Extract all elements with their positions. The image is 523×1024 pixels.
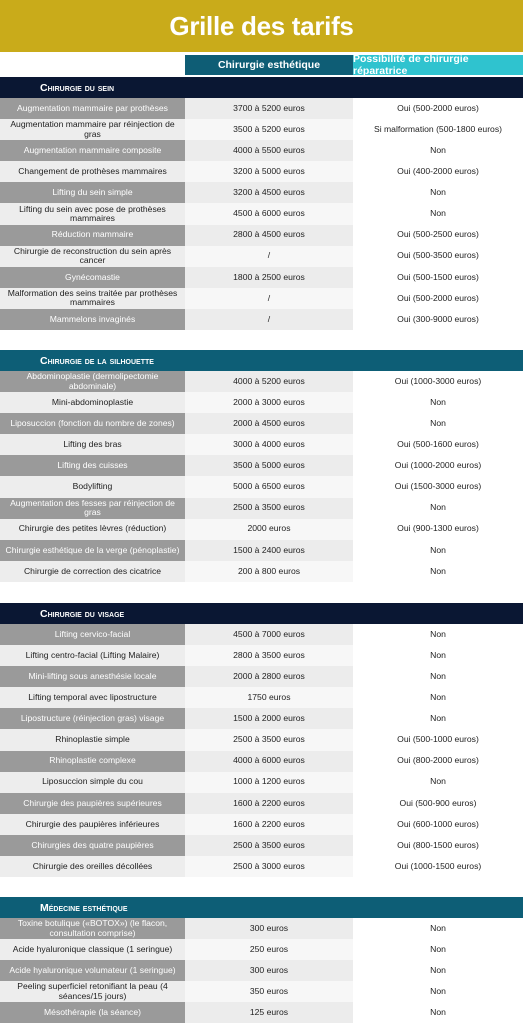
aesthetic-price: 200 à 800 euros <box>185 561 353 582</box>
procedure-name: Augmentation des fesses par réinjection de gras <box>0 498 185 519</box>
reconstructive-option: Non <box>353 624 523 645</box>
table-row <box>0 981 523 1002</box>
table-row <box>0 814 523 835</box>
section-title: Chirurgie du sein <box>0 77 523 98</box>
table-row <box>0 267 523 288</box>
aesthetic-price: 250 euros <box>185 939 353 960</box>
aesthetic-price: 3500 à 5000 euros <box>185 455 353 476</box>
reconstructive-option: Oui (500-1600 euros) <box>353 434 523 455</box>
reconstructive-option: Non <box>353 561 523 582</box>
aesthetic-price: 2800 à 3500 euros <box>185 645 353 666</box>
procedure-name: Rhinoplastie complexe <box>0 751 185 772</box>
section-3 <box>0 603 523 877</box>
procedure-name: Peeling superficiel retonifiant la peau (4 séances/15 jours) <box>0 981 185 1002</box>
procedure-name: Chirurgie des paupières inférieures <box>0 814 185 835</box>
aesthetic-price: 2000 à 4500 euros <box>185 413 353 434</box>
section-title: Chirurgie de la silhouette <box>0 350 523 371</box>
procedure-name: Abdominoplastie (dermolipectomie abdominale) <box>0 371 185 392</box>
aesthetic-price: 3200 à 4500 euros <box>185 182 353 203</box>
aesthetic-price: 2800 à 4500 euros <box>185 225 353 246</box>
aesthetic-price: 2500 à 3500 euros <box>185 729 353 750</box>
procedure-name: Acide hyaluronique classique (1 seringue) <box>0 939 185 960</box>
aesthetic-price: 2500 à 3500 euros <box>185 835 353 856</box>
section-2 <box>0 350 523 582</box>
reconstructive-option: Oui (1500-3000 euros) <box>353 476 523 497</box>
procedure-name: Changement de prothèses mammaires <box>0 161 185 182</box>
table-row <box>0 772 523 793</box>
table-row <box>0 751 523 772</box>
reconstructive-option: Oui (400-2000 euros) <box>353 161 523 182</box>
aesthetic-price: / <box>185 288 353 309</box>
procedure-name: Bodylifting <box>0 476 185 497</box>
procedure-name: Chirurgie des oreilles décollées <box>0 856 185 877</box>
procedure-name: Toxine botulique («BOTOX») (le flacon, consultation comprise) <box>0 918 185 939</box>
reconstructive-option: Non <box>353 645 523 666</box>
table-row <box>0 161 523 182</box>
aesthetic-price: 4000 à 5500 euros <box>185 140 353 161</box>
procedure-name: Chirurgie esthétique de la verge (pénoplastie) <box>0 540 185 561</box>
reconstructive-option: Oui (500-1500 euros) <box>353 267 523 288</box>
table-row <box>0 1002 523 1023</box>
procedure-name: Liposuccion (fonction du nombre de zones) <box>0 413 185 434</box>
procedure-name: Lifting centro-facial (Lifting Malaire) <box>0 645 185 666</box>
procedure-name: Lipostructure (réinjection gras) visage <box>0 708 185 729</box>
table-row <box>0 918 523 939</box>
procedure-name: Chirurgie de reconstruction du sein après cancer <box>0 246 185 267</box>
reconstructive-option: Non <box>353 939 523 960</box>
aesthetic-price: 300 euros <box>185 960 353 981</box>
aesthetic-price: 2000 euros <box>185 519 353 540</box>
reconstructive-option: Oui (500-900 euros) <box>353 793 523 814</box>
reconstructive-option: Oui (800-1500 euros) <box>353 835 523 856</box>
procedure-name: Rhinoplastie simple <box>0 729 185 750</box>
procedure-name: Chirurgie de correction des cicatrice <box>0 561 185 582</box>
reconstructive-option: Non <box>353 413 523 434</box>
reconstructive-option: Non <box>353 203 523 224</box>
table-row <box>0 519 523 540</box>
aesthetic-price: 1500 à 2000 euros <box>185 708 353 729</box>
aesthetic-price: 4000 à 5200 euros <box>185 371 353 392</box>
reconstructive-option: Non <box>353 981 523 1002</box>
reconstructive-option: Oui (1000-2000 euros) <box>353 455 523 476</box>
aesthetic-price: 350 euros <box>185 981 353 1002</box>
aesthetic-price: 4500 à 6000 euros <box>185 203 353 224</box>
table-row <box>0 119 523 140</box>
procedure-name: Augmentation mammaire par prothèses <box>0 98 185 119</box>
aesthetic-price: / <box>185 246 353 267</box>
reconstructive-option: Non <box>353 540 523 561</box>
aesthetic-price: 1800 à 2500 euros <box>185 267 353 288</box>
procedure-name: Mammelons invaginés <box>0 309 185 330</box>
procedure-name: Lifting temporal avec lipostructure <box>0 687 185 708</box>
aesthetic-price: 1000 à 1200 euros <box>185 772 353 793</box>
reconstructive-option: Non <box>353 666 523 687</box>
section-1 <box>0 77 523 330</box>
reconstructive-option: Non <box>353 772 523 793</box>
reconstructive-option: Oui (500-1000 euros) <box>353 729 523 750</box>
aesthetic-price: 3700 à 5200 euros <box>185 98 353 119</box>
table-row <box>0 856 523 877</box>
reconstructive-option: Oui (1000-3000 euros) <box>353 371 523 392</box>
reconstructive-option: Non <box>353 687 523 708</box>
aesthetic-price: 2500 à 3500 euros <box>185 498 353 519</box>
reconstructive-option: Non <box>353 392 523 413</box>
aesthetic-price: 4000 à 6000 euros <box>185 751 353 772</box>
table-row <box>0 666 523 687</box>
reconstructive-option: Oui (500-2000 euros) <box>353 288 523 309</box>
aesthetic-price: 1600 à 2200 euros <box>185 814 353 835</box>
reconstructive-option: Non <box>353 182 523 203</box>
procedure-name: Lifting du sein avec pose de prothèses mammaires <box>0 203 185 224</box>
procedure-name: Lifting des bras <box>0 434 185 455</box>
section-title: Chirurgie du visage <box>0 603 523 624</box>
reconstructive-option: Oui (900-1300 euros) <box>353 519 523 540</box>
page-title: Grille des tarifs <box>169 10 354 41</box>
reconstructive-option: Oui (1000-1500 euros) <box>353 856 523 877</box>
title-banner <box>0 0 523 52</box>
table-row <box>0 182 523 203</box>
procedure-name: Lifting cervico-facial <box>0 624 185 645</box>
table-row <box>0 624 523 645</box>
aesthetic-price: 3000 à 4000 euros <box>185 434 353 455</box>
reconstructive-option: Oui (500-2500 euros) <box>353 225 523 246</box>
table-row <box>0 288 523 309</box>
reconstructive-option: Oui (800-2000 euros) <box>353 751 523 772</box>
procedure-name: Réduction mammaire <box>0 225 185 246</box>
procedure-name: Liposuccion simple du cou <box>0 772 185 793</box>
aesthetic-price: 300 euros <box>185 918 353 939</box>
procedure-name: Acide hyaluronique volumateur (1 seringue) <box>0 960 185 981</box>
procedure-name: Malformation des seins traitée par prothèses mammaires <box>0 288 185 309</box>
reconstructive-option: Non <box>353 1002 523 1023</box>
column-header-reconstructive: Possibilité de chirurgie réparatrice <box>353 55 523 75</box>
table-row <box>0 98 523 119</box>
procedure-name: Chirurgie des petites lèvres (réduction) <box>0 519 185 540</box>
column-header-aesthetic: Chirurgie esthétique <box>185 55 353 75</box>
reconstructive-option: Oui (500-2000 euros) <box>353 98 523 119</box>
table-row <box>0 392 523 413</box>
table-row <box>0 309 523 330</box>
table-row <box>0 476 523 497</box>
table-row <box>0 498 523 519</box>
section-title: Médecine esthétique <box>0 897 523 918</box>
table-row <box>0 708 523 729</box>
aesthetic-price: 3500 à 5200 euros <box>185 119 353 140</box>
procedure-name: Mini-abdominoplastie <box>0 392 185 413</box>
aesthetic-price: 5000 à 6500 euros <box>185 476 353 497</box>
table-row <box>0 960 523 981</box>
reconstructive-option: Si malformation (500-1800 euros) <box>353 119 523 140</box>
aesthetic-price: 3200 à 5000 euros <box>185 161 353 182</box>
procedure-name: Chirurgie des paupières supérieures <box>0 793 185 814</box>
table-row <box>0 687 523 708</box>
table-row <box>0 413 523 434</box>
procedure-name: Augmentation mammaire par réinjection de gras <box>0 119 185 140</box>
reconstructive-option: Oui (600-1000 euros) <box>353 814 523 835</box>
reconstructive-option: Oui (300-9000 euros) <box>353 309 523 330</box>
procedure-name: Lifting des cuisses <box>0 455 185 476</box>
procedure-name: Augmentation mammaire composite <box>0 140 185 161</box>
aesthetic-price: 4500 à 7000 euros <box>185 624 353 645</box>
aesthetic-price: 2000 à 3000 euros <box>185 392 353 413</box>
table-row <box>0 140 523 161</box>
aesthetic-price: 1500 à 2400 euros <box>185 540 353 561</box>
procedure-name: Chirurgies des quatre paupières <box>0 835 185 856</box>
table-row <box>0 939 523 960</box>
table-row <box>0 645 523 666</box>
aesthetic-price: 1750 euros <box>185 687 353 708</box>
reconstructive-option: Non <box>353 918 523 939</box>
procedure-name: Mésothérapie (la séance) <box>0 1002 185 1023</box>
aesthetic-price: 2000 à 2800 euros <box>185 666 353 687</box>
table-row <box>0 561 523 582</box>
aesthetic-price: / <box>185 309 353 330</box>
procedure-name: Gynécomastie <box>0 267 185 288</box>
aesthetic-price: 1600 à 2200 euros <box>185 793 353 814</box>
table-row <box>0 225 523 246</box>
procedure-name: Lifting du sein simple <box>0 182 185 203</box>
table-row <box>0 729 523 750</box>
table-row <box>0 540 523 561</box>
table-row <box>0 371 523 392</box>
section-4 <box>0 897 523 1023</box>
reconstructive-option: Non <box>353 708 523 729</box>
reconstructive-option: Non <box>353 960 523 981</box>
aesthetic-price: 2500 à 3000 euros <box>185 856 353 877</box>
aesthetic-price: 125 euros <box>185 1002 353 1023</box>
table-row <box>0 203 523 224</box>
reconstructive-option: Non <box>353 498 523 519</box>
reconstructive-option: Non <box>353 140 523 161</box>
reconstructive-option: Oui (500-3500 euros) <box>353 246 523 267</box>
procedure-name: Mini-lifting sous anesthésie locale <box>0 666 185 687</box>
table-row <box>0 434 523 455</box>
table-row <box>0 246 523 267</box>
table-row <box>0 793 523 814</box>
table-row <box>0 455 523 476</box>
table-row <box>0 835 523 856</box>
